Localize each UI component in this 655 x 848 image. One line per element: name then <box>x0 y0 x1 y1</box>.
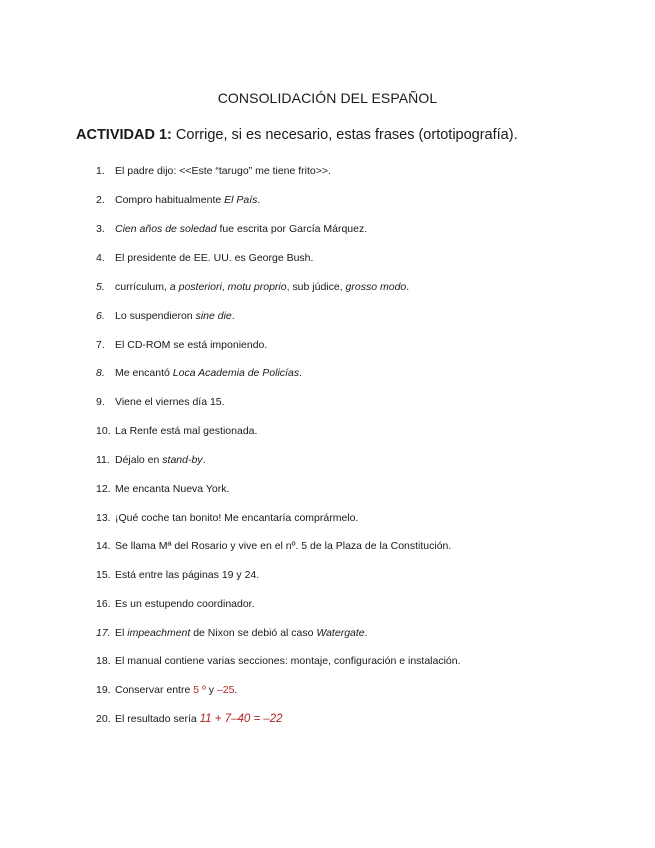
sentence-text: Se llama Mª del Rosario y vive en el nº. 5 de la Plaza de la Constitución. <box>115 540 452 552</box>
italic-text: grosso modo <box>345 281 407 293</box>
item-number: 1. <box>96 165 105 177</box>
item-number: 8. <box>96 367 105 379</box>
sentence-text: fue escrita por García Márquez. <box>216 223 368 235</box>
item-sentence <box>115 655 461 667</box>
item-sentence <box>115 569 259 581</box>
italic-text: impeachment <box>127 627 191 639</box>
list-item <box>96 451 205 469</box>
sentence-text: . <box>202 454 206 466</box>
activity-instruction: Corrige, si es necesario, estas frases (ortotipografía). <box>171 127 518 143</box>
sentence-text: , sub júdice, <box>286 281 346 293</box>
item-number: 13. <box>96 512 111 524</box>
list-item <box>96 595 255 613</box>
sentence-text: y <box>205 684 217 696</box>
item-sentence <box>115 713 283 725</box>
list-item <box>96 681 237 699</box>
item-sentence <box>115 367 302 379</box>
list-item <box>96 422 257 440</box>
highlighted-text: 5 º <box>193 684 206 696</box>
italic-text: Watergate <box>316 627 365 639</box>
item-number: 12. <box>96 483 111 495</box>
sentence-text: ¡Qué coche tan bonito! Me encantaría comprármelo. <box>115 512 359 524</box>
italic-text: stand-by <box>162 454 203 466</box>
sentence-text: La Renfe está mal gestionada. <box>115 425 258 437</box>
sentence-text: de Nixon se debió al caso <box>190 627 317 639</box>
sentence-text: . <box>406 281 410 293</box>
item-number: 5. <box>96 281 105 293</box>
item-number: 19. <box>96 684 111 696</box>
highlighted-text: –25 <box>216 684 235 696</box>
sentence-text: El padre dijo: <<Este “tarugo” me tiene frito>>. <box>115 165 331 177</box>
item-sentence <box>115 483 229 495</box>
document-title: CONSOLIDACIÓN DEL ESPAÑOL <box>217 90 438 106</box>
item-sentence <box>115 281 409 293</box>
list-item <box>96 220 367 238</box>
italic-text: El País <box>224 194 258 206</box>
item-sentence <box>115 425 257 437</box>
item-sentence <box>115 252 313 264</box>
list-item <box>96 191 260 209</box>
sentence-text: Déjalo en <box>115 454 163 466</box>
item-sentence <box>115 165 331 177</box>
sentence-text: Conservar entre <box>115 684 194 696</box>
sentence-text: Es un estupendo coordinador. <box>115 598 255 610</box>
list-item <box>96 249 313 267</box>
list-item <box>96 710 283 728</box>
item-number: 2. <box>96 194 105 206</box>
list-item <box>96 364 302 382</box>
sentence-text: El <box>115 627 128 639</box>
item-number: 6. <box>96 310 105 322</box>
sentence-text: Me encantó <box>115 367 173 379</box>
activity-heading <box>76 127 518 143</box>
item-sentence <box>115 684 237 696</box>
italic-text: sine die <box>195 310 232 322</box>
activity-label: ACTIVIDAD 1: <box>76 127 172 143</box>
item-number: 15. <box>96 569 111 581</box>
item-number: 20. <box>96 713 111 725</box>
sentence-text: currículum, <box>115 281 170 293</box>
sentence-text: , <box>221 281 228 293</box>
item-sentence <box>115 540 451 552</box>
item-number: 11. <box>96 454 110 466</box>
item-sentence <box>115 339 267 351</box>
item-number: 17. <box>96 627 111 639</box>
sentence-text: Está entre las páginas 19 y 24. <box>115 569 260 581</box>
item-number: 16. <box>96 598 111 610</box>
sentence-text: . <box>234 684 238 696</box>
italic-text: 11 + 7–40 = –22 <box>199 713 283 725</box>
italic-text: Loca Academia de Policías <box>172 367 300 379</box>
sentence-text: Compro habitualmente <box>115 194 225 206</box>
sentence-text: Viene el viernes día 15. <box>115 396 225 408</box>
item-sentence <box>115 454 205 466</box>
list-item <box>96 278 409 296</box>
item-sentence <box>115 627 368 639</box>
item-number: 10. <box>96 425 111 437</box>
item-number: 3. <box>96 223 105 235</box>
sentence-text: El CD-ROM se está imponiendo. <box>115 339 268 351</box>
list-item <box>96 566 259 584</box>
item-number: 4. <box>96 252 105 264</box>
sentence-text: El presidente de EE. UU. es George Bush. <box>115 252 314 264</box>
list-item <box>96 307 235 325</box>
item-sentence <box>115 598 255 610</box>
item-number: 7. <box>96 339 105 351</box>
sentence-text: . <box>364 627 368 639</box>
sentence-text: . <box>231 310 235 322</box>
item-sentence <box>115 396 225 408</box>
italic-text: motu proprio <box>227 281 287 293</box>
list-item <box>96 162 331 180</box>
list-item <box>96 537 451 555</box>
sentence-text: El manual contiene varias secciones: montaje, configuración e instalación. <box>115 655 461 667</box>
sentence-text: El resultado sería <box>115 713 200 725</box>
item-number: 18. <box>96 655 111 667</box>
list-item <box>96 624 368 642</box>
item-sentence <box>115 223 367 235</box>
item-number: 9. <box>96 396 105 408</box>
sentence-text: Lo suspendieron <box>115 310 196 322</box>
list-item <box>96 336 267 354</box>
italic-text: a posteriori <box>169 281 222 293</box>
item-sentence <box>115 310 235 322</box>
item-number: 14. <box>96 540 111 552</box>
list-item <box>96 393 225 411</box>
item-sentence <box>115 512 358 524</box>
sentence-text: . <box>257 194 261 206</box>
sentence-text: Me encanta Nueva York. <box>115 483 230 495</box>
list-item <box>96 652 461 670</box>
list-item <box>96 480 229 498</box>
sentence-text: . <box>299 367 302 379</box>
list-item <box>96 509 358 527</box>
italic-text: Cien años de soledad <box>115 223 217 235</box>
item-sentence <box>115 194 260 206</box>
